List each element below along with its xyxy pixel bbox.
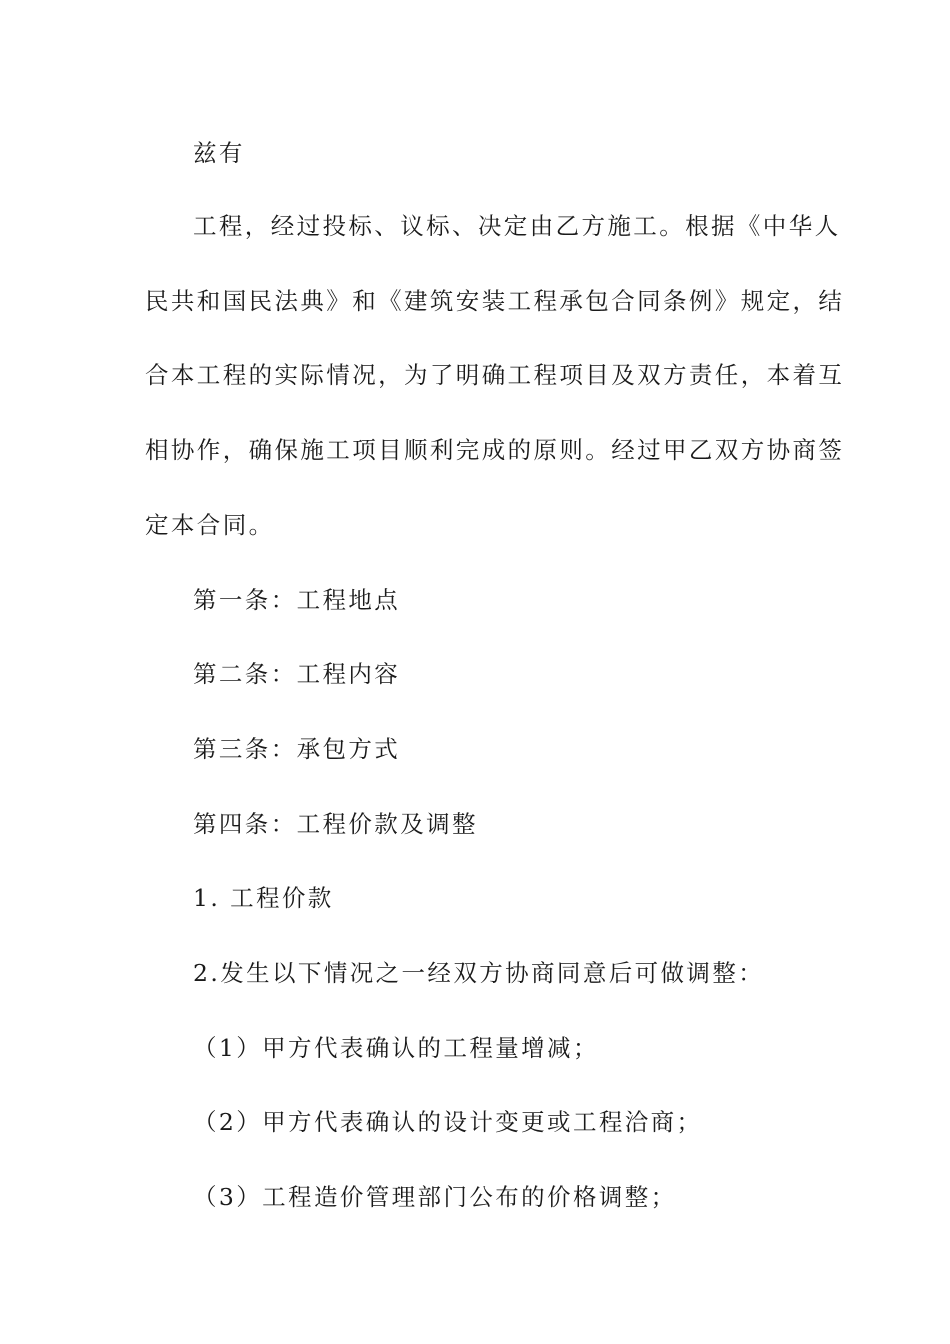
price-item: 1. 工程价款 [193,884,334,912]
paragraph-line: 相协作，确保施工项目顺利完成的原则。经过甲乙双方协商签 [145,436,845,464]
article-heading: 第二条：工程内容 [193,660,401,688]
article-heading: 第四条：工程价款及调整 [193,810,478,838]
intro-text: 兹有 [193,139,245,167]
paragraph-line: 合本工程的实际情况，为了明确工程项目及双方责任，本着互 [145,361,845,389]
paragraph-line: 定本合同。 [145,511,275,539]
article-heading: 第三条：承包方式 [193,735,401,763]
adjustment-condition: （3）工程造价管理部门公布的价格调整； [193,1183,677,1211]
adjustment-condition: （2）甲方代表确认的设计变更或工程洽商； [193,1108,703,1136]
paragraph-line: 民共和国民法典》和《建筑安装工程承包合同条例》规定，结 [145,287,845,315]
paragraph-line: 工程，经过投标、议标、决定由乙方施工。根据《中华人 [193,212,841,240]
adjustment-condition: （1）甲方代表确认的工程量增减； [193,1034,599,1062]
article-heading: 第一条：工程地点 [193,586,401,614]
price-item: 2.发生以下情况之一经双方协商同意后可做调整： [193,959,765,987]
